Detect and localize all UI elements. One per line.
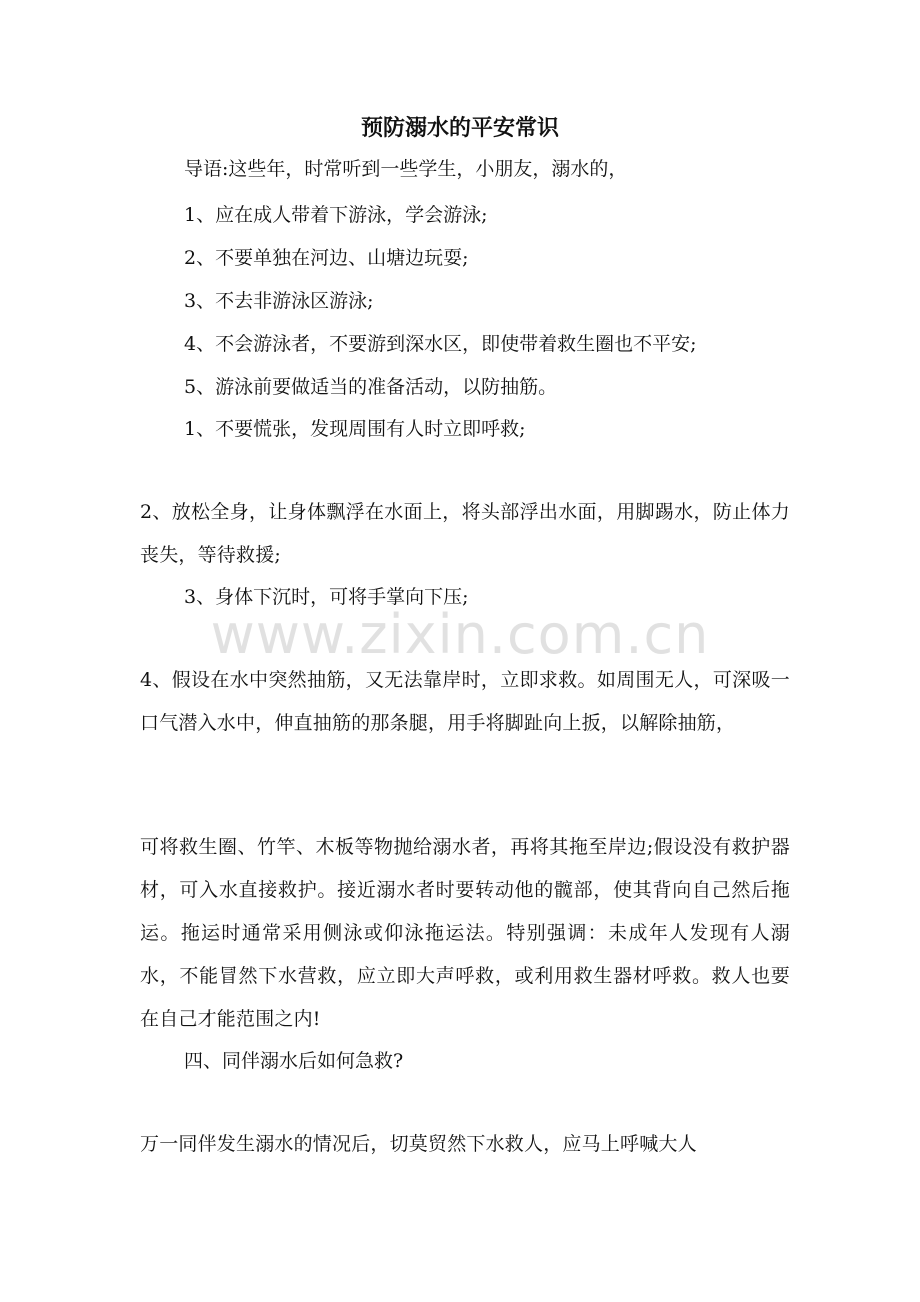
list-item: 3、身体下沉时，可将手掌向下压; [184,586,469,608]
paragraph: 2、放松全身，让身体飘浮在水面上，将头部浮出水面，用脚踢水，防止体力丧失，等待救援; [140,501,790,566]
list-item: 4、不会游泳者，不要游到深水区，即使带着救生圈也不平安; [184,333,697,355]
list-item: 5、游泳前要做适当的准备活动，以防抽筋。 [184,376,558,398]
list-item: 2、不要单独在河边、山塘边玩耍; [184,247,469,269]
document-title: 预防溺水的平安常识 [360,115,559,141]
paragraph: 万一同伴发生溺水的情况后，切莫贸然下水救人，应马上呼喊大人 [140,1133,697,1155]
list-item: 1、不要慌张，发现周围有人时立即呼救; [184,418,526,440]
paragraph: 4、假设在水中突然抽筋，又无法靠岸时，立即求救。如周围无人，可深吸一口气潜入水中，伸直抽筋的那条腿，用手将脚趾向上扳，以解除抽筋， [140,669,790,734]
watermark: www.zixin.com.cn [210,603,710,666]
intro-text: 导语:这些年，时常听到一些学生，小朋友，溺水的， [184,158,628,180]
section-heading: 四、同伴溺水后如何急救? [184,1050,404,1072]
list-item: 1、应在成人带着下游泳，学会游泳; [184,204,488,226]
list-item: 3、不去非游泳区游泳; [184,290,374,312]
paragraph: 可将救生圈、竹竿、木板等物抛给溺水者，再将其拖至岸边;假设没有救护器材，可入水直接救护。接近溺水者时要转动他的髋部，使其背向自己然后拖运。拖运时通常采用侧泳或仰泳拖运法。特别强调：未成年人发现有人溺水，不能冒然下水营救，应立即大声呼救，或利用救生器材呼救。救人也要在自己才能范围之内! [140,836,790,1030]
